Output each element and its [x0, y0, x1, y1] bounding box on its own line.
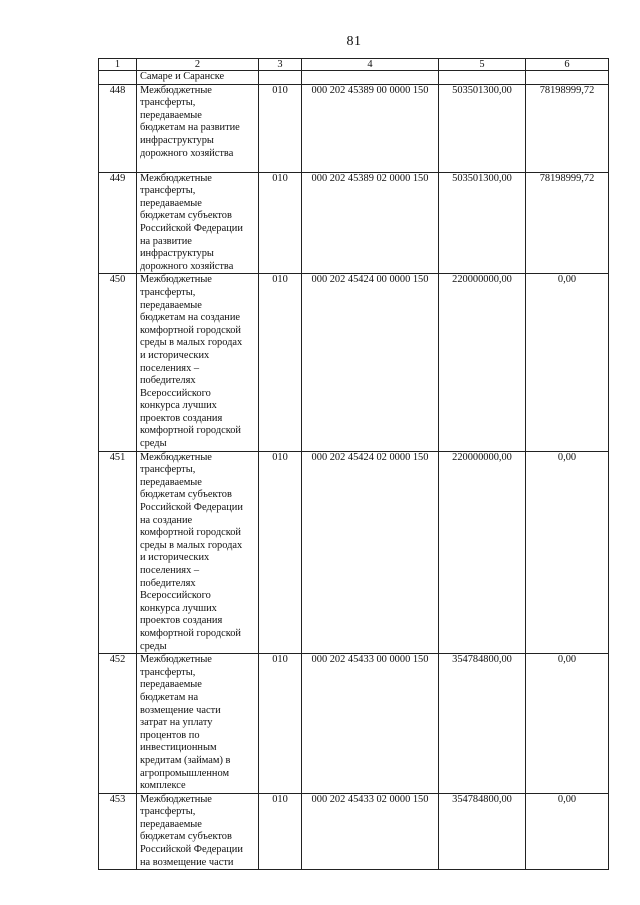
column-header-6: 6	[526, 59, 609, 71]
page-number: 81	[346, 34, 362, 49]
table-row	[99, 654, 609, 794]
row-amount2: 0,00	[526, 274, 609, 451]
row-amount: 354784800,00	[439, 793, 526, 870]
row-number: 450	[99, 274, 137, 451]
row-code: 000 202 45424 00 0000 150	[302, 274, 439, 451]
table-row	[99, 274, 609, 451]
continuation-text: Самаре и Саранске	[137, 71, 259, 85]
row-code: 000 202 45389 00 0000 150	[302, 84, 439, 172]
header-row	[99, 59, 609, 71]
budget-table	[98, 58, 609, 870]
row-col3: 010	[259, 172, 302, 274]
row-amount: 220000000,00	[439, 451, 526, 654]
column-header-1: 1	[99, 59, 137, 71]
cell-num	[99, 71, 137, 85]
row-code: 000 202 45433 00 0000 150	[302, 654, 439, 794]
row-number: 453	[99, 793, 137, 870]
row-description: Межбюджетные трансферты, передаваемые бюджетам на возмещение части затрат на уплату процентов по инвестиционным кредитам (займам) в агропромышленном комплексе	[137, 654, 259, 794]
row-description: Межбюджетные трансферты, передаваемые бюджетам субъектов Российской Федерации на развитие инфраструктуры дорожного хозяйства	[137, 172, 259, 274]
row-col3: 010	[259, 654, 302, 794]
row-description: Межбюджетные трансферты, передаваемые бюджетам субъектов Российской Федерации на возмещение части	[137, 793, 259, 870]
row-amount2: 78198999,72	[526, 84, 609, 172]
row-code: 000 202 45389 02 0000 150	[302, 172, 439, 274]
row-number: 451	[99, 451, 137, 654]
column-header-5: 5	[439, 59, 526, 71]
row-col3: 010	[259, 793, 302, 870]
row-amount: 220000000,00	[439, 274, 526, 451]
table-header	[99, 59, 609, 71]
row-col3: 010	[259, 84, 302, 172]
table-row	[99, 172, 609, 274]
row-amount2: 78198999,72	[526, 172, 609, 274]
row-col3: 010	[259, 451, 302, 654]
row-number: 452	[99, 654, 137, 794]
column-header-3: 3	[259, 59, 302, 71]
row-amount: 503501300,00	[439, 172, 526, 274]
row-code: 000 202 45433 02 0000 150	[302, 793, 439, 870]
row-amount: 503501300,00	[439, 84, 526, 172]
row-amount2: 0,00	[526, 451, 609, 654]
row-description: Межбюджетные трансферты, передаваемые бюджетам на создание комфортной городской среды в малых городах и исторических поселениях – победителях Всероссийского конкурса лучших проектов создания комфортной городской среды	[137, 274, 259, 451]
row-amount2: 0,00	[526, 654, 609, 794]
row-amount: 354784800,00	[439, 654, 526, 794]
row-description: Межбюджетные трансферты, передаваемые бюджетам на развитие инфраструктуры дорожного хозяйства	[137, 84, 259, 172]
row-number: 448	[99, 84, 137, 172]
column-header-2: 2	[137, 59, 259, 71]
row-amount2: 0,00	[526, 793, 609, 870]
cell-amount	[439, 71, 526, 85]
row-code: 000 202 45424 02 0000 150	[302, 451, 439, 654]
table-body	[99, 71, 609, 870]
continuation-row	[99, 71, 609, 85]
row-number: 449	[99, 172, 137, 274]
table-row	[99, 84, 609, 172]
cell-amount2	[526, 71, 609, 85]
row-col3: 010	[259, 274, 302, 451]
cell-col3	[259, 71, 302, 85]
cell-code	[302, 71, 439, 85]
column-header-4: 4	[302, 59, 439, 71]
table-row	[99, 793, 609, 870]
row-description: Межбюджетные трансферты, передаваемые бюджетам субъектов Российской Федерации на создание комфортной городской среды в малых городах и исторических поселениях – победителях Всероссийского конкурса лучших проектов создания комфортной городской среды	[137, 451, 259, 654]
table-row	[99, 451, 609, 654]
